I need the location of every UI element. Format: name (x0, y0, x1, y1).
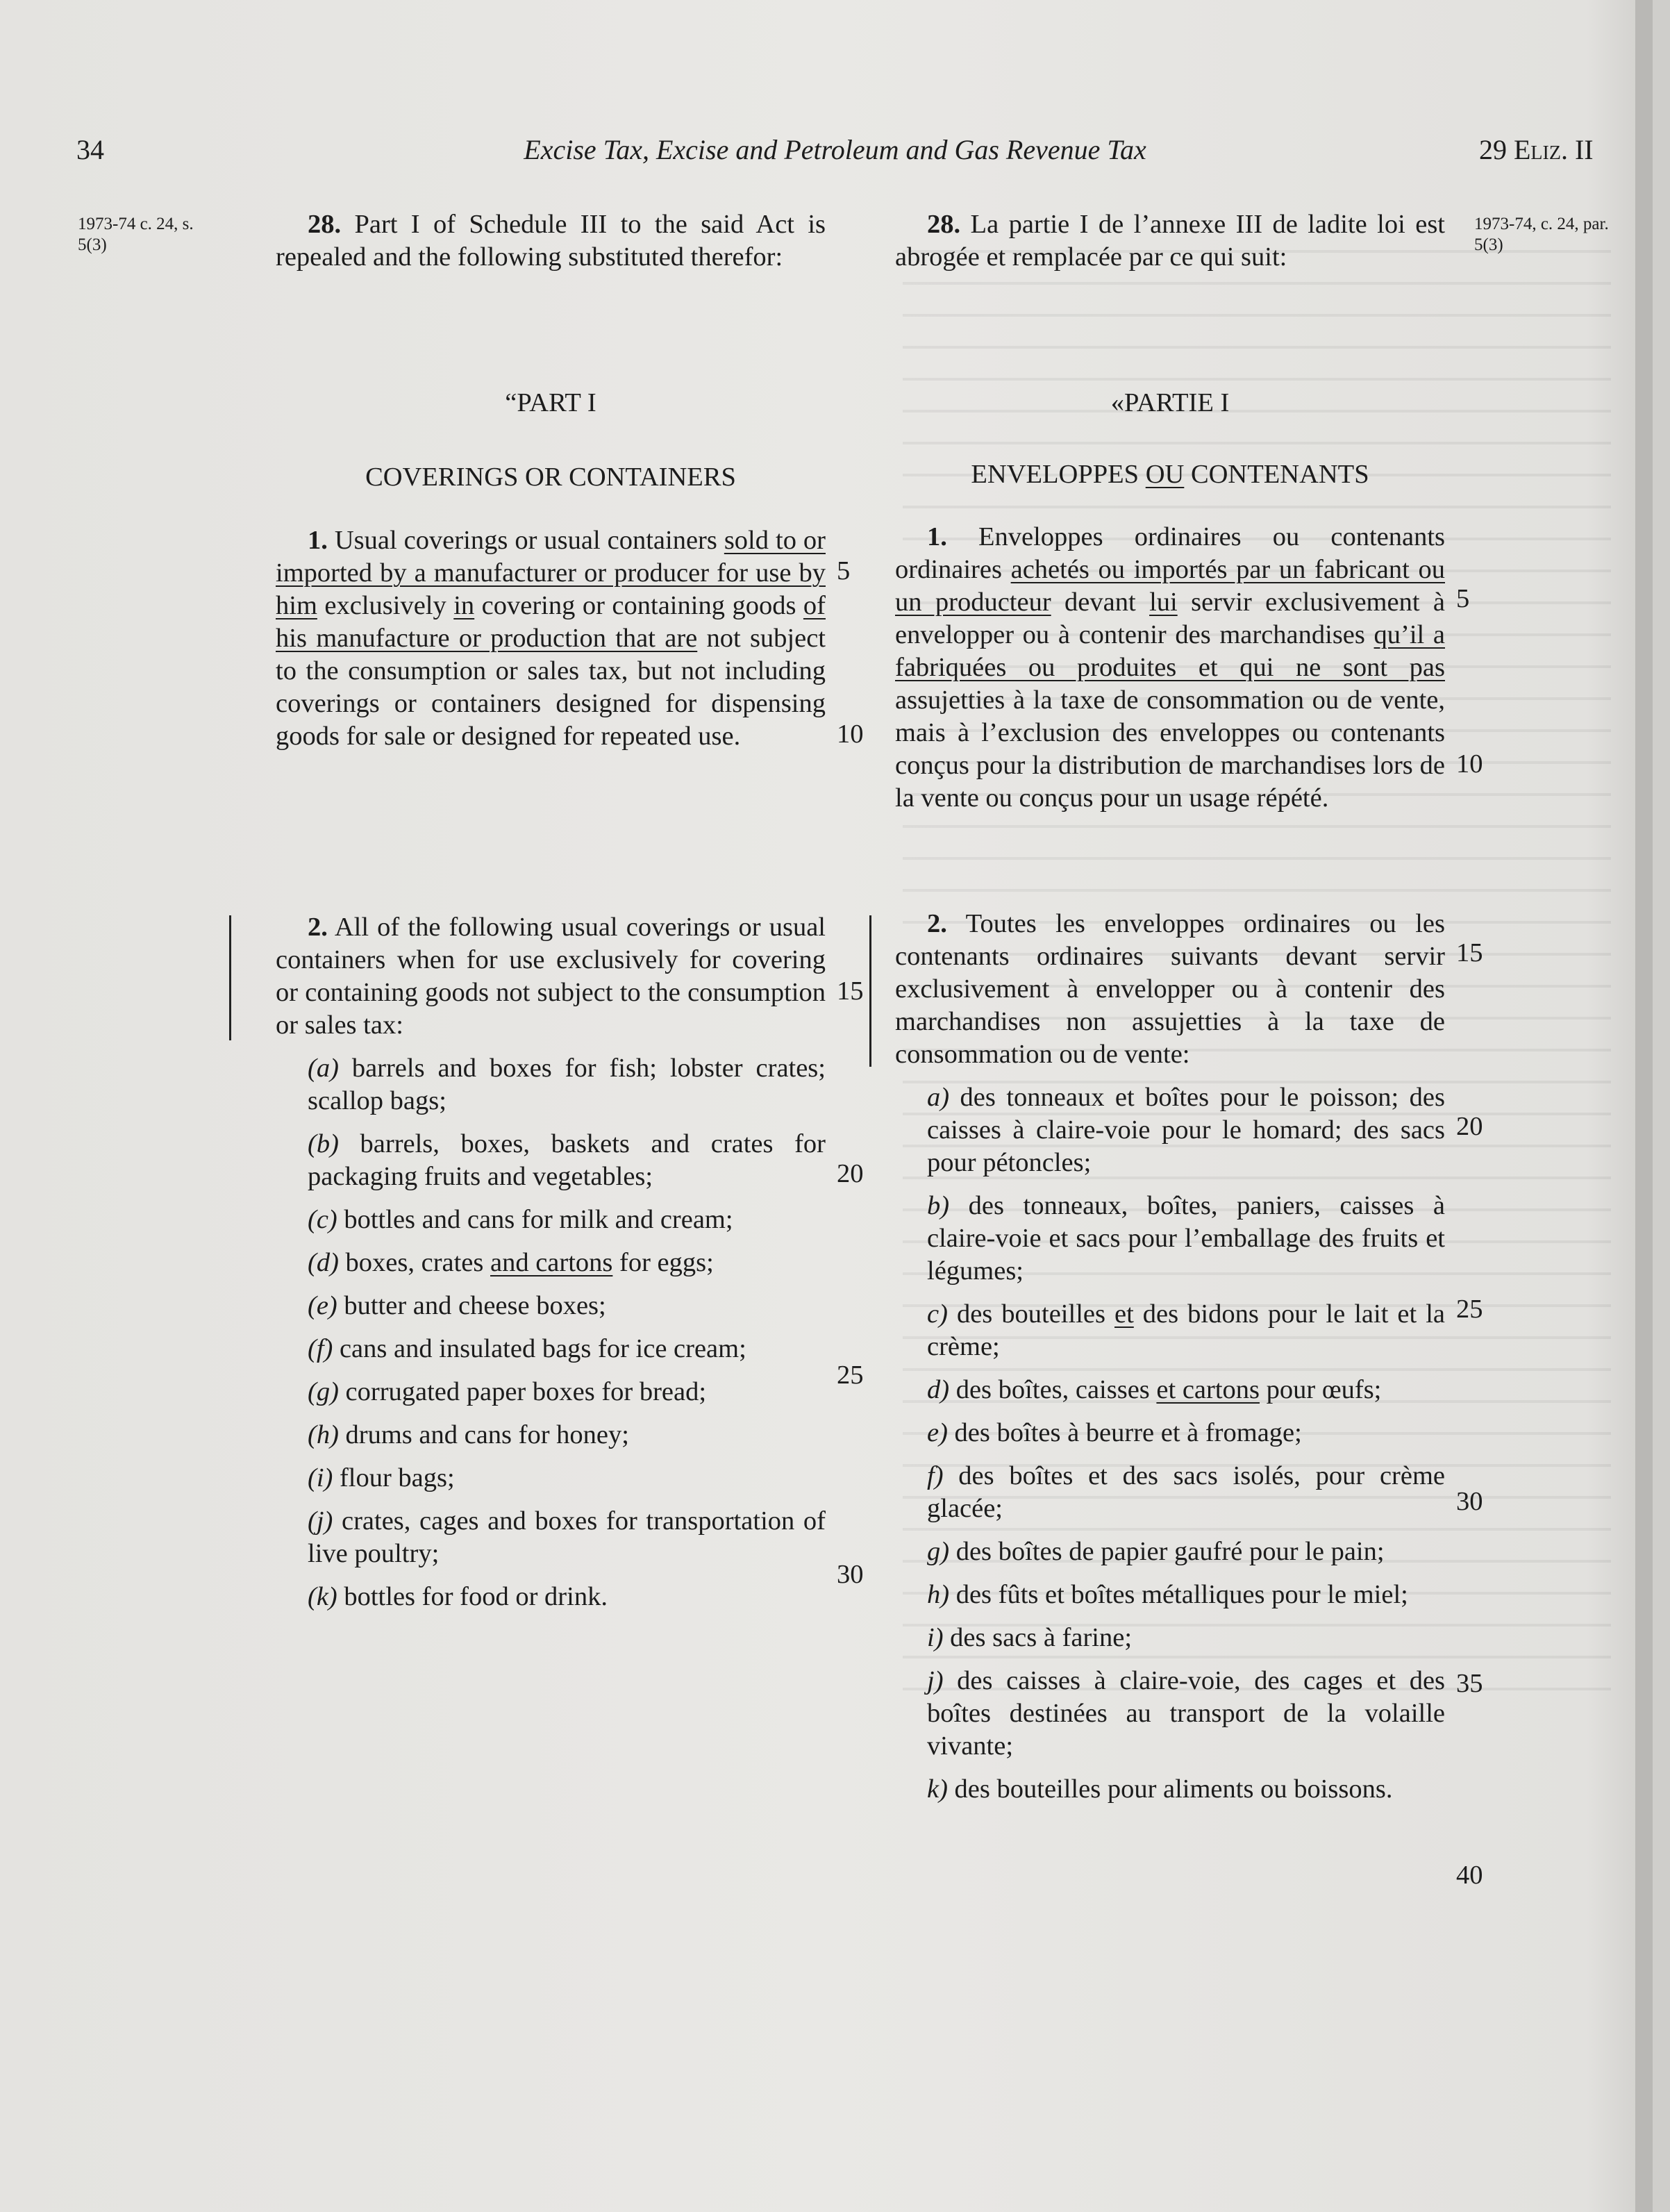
item-label: d) (927, 1375, 950, 1404)
margin-note-right: 1973-74, c. 24, par. 5(3) (1474, 215, 1609, 254)
item-text: boxes, crates (345, 1248, 490, 1277)
english-para-1-number: 1. (308, 526, 328, 555)
line-number-fr: 30 (1456, 1487, 1483, 1516)
english-para-1-underline-3: of his manufacture or production that are (276, 591, 826, 653)
french-para-1-text-d: assujetties à la taxe de consommation ou de vente, mais à l’exclusion des enveloppes ou contenants conçus pour la distribution de marchandises lors de la vente ou conçus pour un usage répété. (895, 685, 1445, 813)
line-number-fr: 40 (1456, 1861, 1483, 1890)
item-text: des fûts et boîtes métalliques pour le miel; (955, 1580, 1408, 1609)
english-list-item (276, 1462, 826, 1495)
french-paragraph-2 (895, 908, 1445, 1816)
item-label: (h) (308, 1420, 339, 1449)
french-list-item (895, 1665, 1445, 1763)
english-para-1-underline-2: in (453, 591, 475, 620)
item-text: drums and cans for honey; (345, 1420, 629, 1449)
english-list-item (276, 1505, 826, 1570)
item-underlined-text: et cartons (1156, 1375, 1260, 1404)
item-text: des tonneaux et boîtes pour le poisson; des caisses à claire-voie pour le homard; des sacs pour pétoncles; (927, 1083, 1446, 1177)
item-text-rest: for eggs; (612, 1248, 714, 1277)
french-para-1-text-c: servir exclusivement à envelopper ou à contenir des marchandises (895, 588, 1446, 649)
english-list-item (276, 1052, 826, 1117)
item-label: (b) (308, 1129, 339, 1158)
english-paragraph-2 (276, 911, 826, 1624)
item-text-rest: des bidons pour le lait et la crème; (927, 1299, 1445, 1361)
item-label: g) (927, 1537, 950, 1566)
french-para-1-text-a: Enveloppes ordinaires ou contenants ordinaires (895, 522, 1445, 584)
revision-bar-left (229, 915, 231, 1040)
english-section-text: Part I of Schedule III to the said Act is repealed and the following substituted therefor: (276, 210, 826, 272)
french-list-item (895, 1460, 1445, 1525)
english-list-item (276, 1419, 826, 1452)
item-label: (g) (308, 1377, 339, 1406)
french-list-item (895, 1536, 1445, 1568)
item-text: des boîtes de papier gaufré pour le pain; (955, 1537, 1385, 1566)
page-number: 34 (76, 134, 104, 165)
item-text: des boîtes et des sacs isolés, pour crème glacée; (927, 1461, 1445, 1523)
french-para-2-number: 2. (927, 909, 947, 938)
item-label: e) (927, 1418, 948, 1447)
item-label: j) (927, 1666, 944, 1695)
english-list-item (276, 1128, 826, 1193)
french-part-title-b: CONTENANTS (1184, 460, 1369, 489)
english-list-item (276, 1376, 826, 1408)
line-number-en: 20 (837, 1159, 864, 1188)
item-text: des boîtes à beurre et à fromage; (954, 1418, 1302, 1447)
english-section-number: 28. (308, 210, 342, 239)
french-part-title-a: ENVELOPPES (971, 460, 1146, 489)
french-para-1-underline-2: lui (1149, 588, 1178, 617)
item-text: butter and cheese boxes; (344, 1291, 606, 1320)
item-underlined-text: and cartons (490, 1248, 613, 1277)
line-number-fr: 15 (1456, 938, 1483, 967)
french-para-1-number: 1. (927, 522, 947, 551)
item-text: corrugated paper boxes for bread; (345, 1377, 707, 1406)
regnal-year: 29 Eliz. II (1479, 134, 1594, 165)
item-text: bottles for food or drink. (344, 1582, 608, 1611)
item-text: flour bags; (339, 1463, 455, 1492)
english-list-item (276, 1290, 826, 1322)
item-text: bottles and cans for milk and cream; (344, 1205, 733, 1234)
line-number-en: 30 (837, 1560, 864, 1589)
item-label: (a) (308, 1054, 339, 1083)
item-label: b) (927, 1191, 950, 1220)
english-section-28 (276, 208, 826, 274)
english-part-title: COVERINGS OR CONTAINERS (365, 463, 736, 492)
line-number-en: 5 (837, 556, 851, 585)
english-para-1-text-a: Usual coverings or usual containers (334, 526, 717, 555)
french-para-2-text: Toutes les enveloppes ordinaires ou les contenants ordinaires suivants devant servir exclusivement à envelopper ou à contenir des marchandises non assujetties à la taxe de consommation ou de vente: (895, 909, 1445, 1069)
revision-bar-center (869, 915, 871, 1067)
french-part-heading: «PARTIE I (1110, 388, 1230, 417)
line-number-fr: 5 (1456, 584, 1470, 613)
item-text: des bouteilles (956, 1299, 1114, 1329)
item-label: f) (927, 1461, 944, 1490)
french-section-28 (895, 208, 1445, 274)
item-label: (j) (308, 1506, 333, 1536)
english-item-list (276, 1052, 826, 1613)
french-list-item (895, 1081, 1445, 1179)
item-label: c) (927, 1299, 948, 1329)
line-number-en: 15 (837, 976, 864, 1006)
item-text: des tonneaux, boîtes, paniers, caisses à claire-voie et sacs pour l’emballage des fruits et légumes; (927, 1191, 1445, 1286)
item-label: (d) (308, 1248, 339, 1277)
item-label: (c) (308, 1205, 337, 1234)
page-edge-shadow (1635, 0, 1653, 2212)
item-label: (e) (308, 1291, 337, 1320)
item-label: (f) (308, 1334, 333, 1363)
item-underlined-text: et (1114, 1299, 1134, 1329)
french-part-title (895, 458, 1445, 491)
french-list-item (895, 1579, 1445, 1611)
french-list-item (895, 1417, 1445, 1449)
english-part-heading: “PART I (505, 388, 596, 417)
item-label: i) (927, 1623, 944, 1652)
english-para-2-number: 2. (308, 913, 328, 942)
item-text: barrels and boxes for fish; lobster crates; scallop bags; (308, 1054, 826, 1115)
english-para-1-text-c: covering or containing goods (474, 591, 803, 620)
line-number-fr: 25 (1456, 1295, 1483, 1324)
item-text-rest: pour œufs; (1260, 1375, 1382, 1404)
line-number-fr: 10 (1456, 749, 1483, 779)
item-text: des sacs à farine; (950, 1623, 1133, 1652)
running-title: Excise Tax, Excise and Petroleum and Gas Revenue Tax (524, 134, 1146, 165)
item-label: a) (927, 1083, 950, 1112)
margin-note-left: 1973-74 c. 24, s. 5(3) (78, 215, 194, 254)
french-list-item (895, 1190, 1445, 1288)
item-text: des caisses à claire-voie, des cages et des boîtes destinées au transport de la volaille vivante; (927, 1666, 1446, 1761)
english-para-1-underline-1: sold to or imported by a manufacturer or producer for use by him (276, 526, 826, 620)
french-section-number: 28. (927, 210, 961, 239)
english-list-item (276, 1581, 826, 1613)
french-list-item (895, 1374, 1445, 1406)
line-number-en: 10 (837, 720, 864, 749)
item-text: des boîtes, caisses (955, 1375, 1157, 1404)
english-paragraph-1 (276, 524, 826, 753)
english-para-1-text-b: exclusively (317, 591, 454, 620)
english-para-1-text-d: not subject to the consumption or sales tax, but not including coverings or containers designed for dispensing goods for sale or designed for repeated use. (276, 624, 826, 751)
english-para-2-text: All of the following usual coverings or usual containers when for use exclusively for covering or containing goods not subject to the consumption or sales tax: (276, 913, 826, 1040)
french-para-1-underline-1: achetés ou importés par un fabricant ou un producteur (895, 555, 1445, 617)
item-label: h) (927, 1580, 950, 1609)
english-list-item (276, 1247, 826, 1279)
item-label: (i) (308, 1463, 333, 1492)
french-list-item (895, 1622, 1445, 1654)
english-list-item (276, 1333, 826, 1365)
french-part-title-underline: OU (1145, 460, 1185, 489)
item-label: (k) (308, 1582, 337, 1611)
french-list-item (895, 1298, 1445, 1363)
item-text: cans and insulated bags for ice cream; (339, 1334, 746, 1363)
item-text: des bouteilles pour aliments ou boissons. (954, 1774, 1393, 1804)
item-text: barrels, boxes, baskets and crates for packaging fruits and vegetables; (308, 1129, 826, 1191)
line-number-fr: 20 (1456, 1112, 1483, 1141)
line-number-fr: 35 (1456, 1669, 1483, 1698)
french-para-1-underline-3: qu’il a fabriquées ou produites et qui ne sont pas (895, 620, 1445, 682)
french-list-item (895, 1773, 1445, 1806)
item-text: crates, cages and boxes for transportation of live poultry; (308, 1506, 826, 1568)
french-section-text: La partie I de l’annexe III de ladite loi est abrogée et remplacée par ce qui suit: (895, 210, 1445, 272)
english-list-item (276, 1204, 826, 1236)
french-paragraph-1 (895, 521, 1445, 815)
item-label: k) (927, 1774, 948, 1804)
line-number-en: 25 (837, 1361, 864, 1390)
french-item-list (895, 1081, 1445, 1806)
french-para-1-text-b: devant (1051, 588, 1150, 617)
